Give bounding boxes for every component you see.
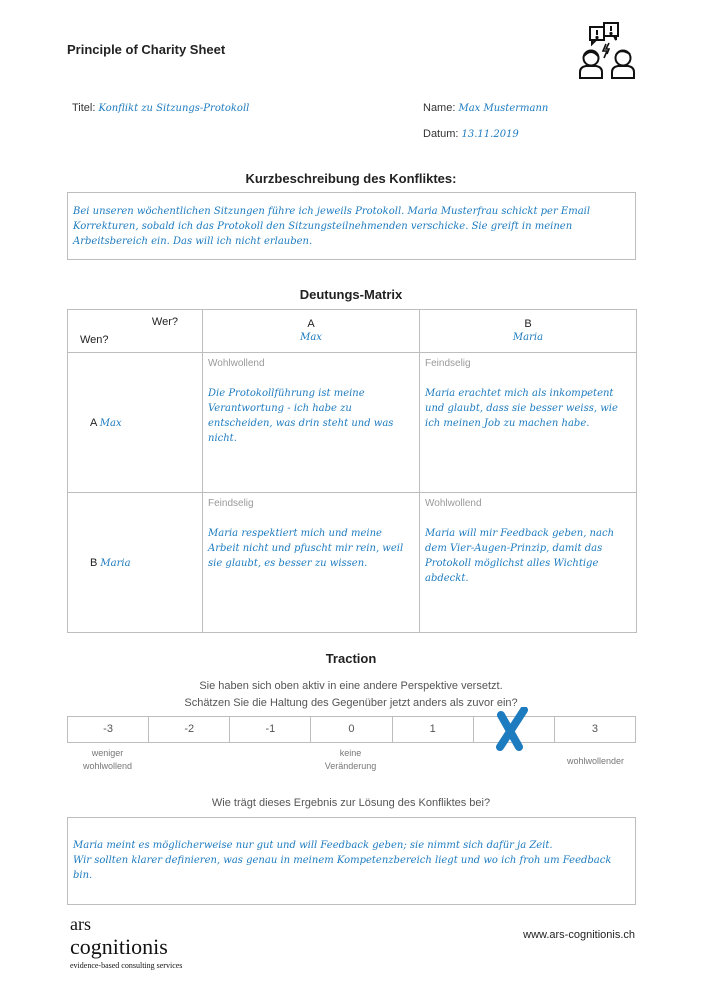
column-header-a (203, 310, 420, 353)
matrix-corner (68, 310, 203, 353)
corner-wen: Wen? (80, 334, 109, 346)
scale-option[interactable]: 0 (311, 717, 392, 742)
title-field (72, 102, 249, 114)
column-name: Maria (512, 332, 544, 343)
column-header-b (420, 310, 637, 353)
attitude-label: Feindselig (425, 358, 471, 369)
brand-tagline: evidence-based consulting services (70, 961, 183, 970)
footer-url[interactable]: www.ars-cognitionis.ch (523, 929, 635, 941)
row-name: Maria (100, 557, 131, 569)
description-box[interactable] (67, 192, 636, 260)
name-label: Name: (423, 102, 456, 114)
deutungs-matrix (67, 309, 637, 633)
column-letter: B (524, 318, 532, 330)
sheet-title: Principle of Charity Sheet (67, 42, 226, 57)
scale-label-left-line2: wohlwollend (82, 761, 133, 771)
name-value[interactable]: Max Mustermann (458, 103, 549, 114)
name-field (423, 102, 548, 114)
result-line2: Wir sollten klarer definieren, was genau in meinem Kompetenzbereich liegt und wo ich froh um Feedback bin. (73, 855, 612, 881)
column-name: Max (300, 332, 322, 343)
scale-option[interactable]: -3 (68, 717, 149, 742)
matrix-cell-b-a[interactable] (203, 493, 420, 633)
cell-text: Maria respektiert mich und meine Arbeit nicht und pfuscht mir rein, weil sie glaubt, es besser zu wissen. (208, 528, 404, 569)
result-question: Wie trägt dieses Ergebnis zur Lösung des Konfliktes bei? (211, 797, 491, 809)
traction-heading: Traction (325, 651, 377, 666)
scale-label-left (67, 747, 148, 773)
attitude-label: Feindselig (208, 498, 254, 509)
date-value[interactable]: 13.11.2019 (461, 129, 519, 140)
cell-text: Die Protokollführung ist meine Verantwortung - ich habe zu entscheiden, was drin steht und was nicht. (208, 388, 394, 444)
selection-x-mark-icon (494, 707, 534, 751)
scale-option[interactable]: 3 (591, 723, 598, 735)
title-value[interactable]: Konflikt zu Sitzungs-Protokoll (98, 103, 250, 114)
result-line1: Maria meint es möglicherweise nur gut und will Feedback geben; sie nimmt sich dafür ja Zeit. (73, 840, 553, 851)
attitude-label: Wohlwollend (208, 358, 265, 369)
matrix-header-row (68, 310, 637, 353)
matrix-row-b (68, 493, 637, 633)
scale-label-mid-line2: Veränderung (324, 761, 377, 771)
date-label: Datum: (423, 128, 459, 140)
description-heading: Kurzbeschreibung des Konfliktes: (245, 171, 457, 186)
traction-question-line1: Sie haben sich oben aktiv in eine andere Perspektive versetzt. (199, 680, 503, 692)
description-text: Bei unseren wöchentlichen Sitzungen führe ich jeweils Protokoll. Maria Musterfrau schickt per Email Korrekturen, sobald ich das Protokoll den Sitzungsteilnehmenden verschicke. Sie greift in meinen Arbeitsbereich ein. Das will ich nicht erlauben. (73, 206, 591, 247)
corner-wer: Wer? (151, 316, 178, 328)
matrix-cell-a-b[interactable] (420, 353, 637, 493)
date-field (423, 128, 519, 140)
title-label: Titel: (72, 102, 96, 114)
scale-option[interactable]: 1 (393, 717, 474, 742)
scale-option[interactable]: -1 (230, 717, 311, 742)
row-header-b (68, 493, 203, 633)
scale-label-left-line1: weniger (91, 748, 124, 758)
result-box[interactable] (67, 817, 636, 905)
attitude-label: Wohlwollend (425, 498, 482, 509)
traction-question-line2: Schätzen Sie die Haltung des Gegenüber jetzt anders als zuvor ein? (184, 697, 518, 709)
row-name: Max (99, 417, 122, 429)
matrix-cell-b-b[interactable] (420, 493, 637, 633)
scale-label-middle (310, 747, 391, 773)
brand-main: cognitionis (70, 934, 168, 959)
matrix-cell-a-a[interactable] (203, 353, 420, 493)
cell-text: Maria erachtet mich als inkompetent und glaubt, dass sie besser weiss, wie ich meinen Job zu machen habe. (425, 388, 618, 429)
conflict-people-speech-icon (576, 20, 640, 82)
row-letter: B (90, 556, 98, 569)
row-header-a (68, 353, 203, 493)
matrix-row-a (68, 353, 637, 493)
scale-label-mid-line1: keine (339, 748, 362, 758)
scale-option[interactable]: -2 (149, 717, 230, 742)
ars-cognitionis-logo (66, 914, 256, 972)
column-letter: A (307, 318, 315, 330)
row-letter: A (90, 416, 97, 429)
scale-label-right: wohlwollender (566, 756, 625, 766)
traction-scale (67, 716, 636, 743)
cell-text: Maria will mir Feedback geben, nach dem Vier-Augen-Prinzip, damit das Protokoll möglichst alles Wichtige abdeckt. (425, 528, 615, 584)
matrix-heading: Deutungs-Matrix (299, 287, 403, 302)
brand-top: ars (70, 914, 91, 934)
